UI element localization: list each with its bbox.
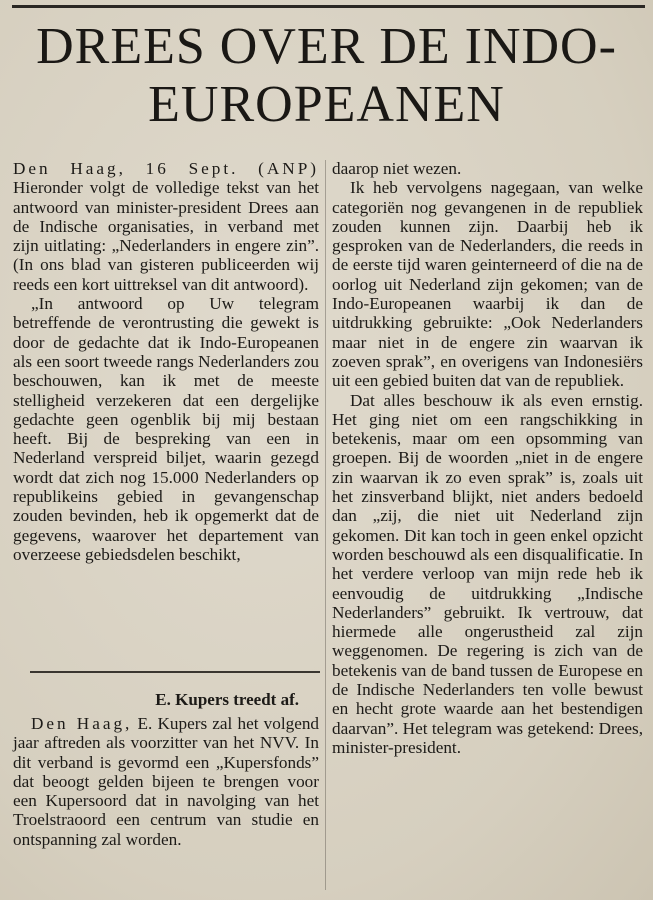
article-dateline: Den Haag, 16 Sept. (ANP) — [13, 159, 319, 178]
article-paragraph-1-text: Hieronder volgt de volledige tekst van het antwoord van minister-president Drees aan de Indische organisaties, in verband met zijn uitlating: „Nederlanders in engere zin”. (In ons blad van gisteren publiceerden wij reeds een kort uittreksel van dit antwoord). — [13, 178, 319, 294]
article-left-column — [13, 159, 319, 564]
top-rule — [12, 5, 645, 8]
second-article-body: E. Kupers zal het volgend jaar aftreden als voorzitter van het NVV. In dit verband is gevormd een „Kupersfonds” dat beoogt gelden bijeen te brengen voor een Kupersoord dat in navolging van het Troelstraoord een centrum van studie en ontspanning zal worden. — [13, 714, 320, 849]
article-right-paragraph-2: Ik heb vervolgens nagegaan, van welke categoriën nog gevangenen in de republiek zouden kunnen zijn. Daarbij heb ik gesproken van de Nederlanders, die reeds in de eerste tijd waren geinterneerd of die na de oorlog uit Nederland zijn gekomen; van de Indo-Europeanen waarbij ik dan de uitdrukking gebruikte: „Ook Nederlanders maar niet in de engere zin waarvan ik zoeven sprak”, en overigens van Indonesiërs uit een gebied buiten dat van de republiek. — [332, 178, 643, 391]
headline-line-2: EUROPEANEN — [148, 76, 505, 133]
second-article-column — [13, 714, 319, 849]
headline — [0, 18, 653, 134]
article-right-paragraph-1: daarop niet wezen. — [332, 159, 462, 178]
article-right-paragraph-3: Dat alles beschouw ik als even ernstig. Het ging niet om een rangschikking in betekenis, maar om een opsomming van groepen. Bij de woorden „niet in de engere zin waarvan ik zo even sprak” is, zoals uit het zinsverband blijkt, niet anders bedoeld dan „zij, die niet uit Nederland zijn gekomen. Dit kan toch in geen enkel opzicht worden beschouwd als een disqualificatie. In het verdere verloop van mijn rede heb ik eenvoudig de uitdrukking „Indische Nederlanders” gebruikt. Ik vertrouw, dat hiermede alle ongerustheid zal zijn weggenomen. De regering is zich van de betekenis van de band tussen de Europese en de Indische Nederlanders ten volle bewust en hecht grote waarde aan het bestendigen daarvan”. Het telegram was getekend: Drees, minister-president. — [332, 390, 643, 757]
article-divider — [30, 671, 320, 673]
article-paragraph-1 — [13, 159, 319, 294]
second-article-paragraph — [13, 714, 319, 849]
second-article-dateline: Den Haag, — [31, 714, 133, 733]
second-article-subhead: E. Kupers treedt af. — [155, 690, 299, 709]
headline-line-1: DREES OVER DE INDO- — [36, 18, 617, 75]
article-paragraph-2: „In antwoord op Uw telegram betreffende de verontrusting die gewekt is door de gedachte dat ik Indo-Europeanen als een soort tweede rangs Nederlanders zou beschouwen, kan ik met de meeste stelligheid verzekeren dat een dergelijke gedachte geen ogenblik bij mij bestaan heeft. Bij de bespreking van een in Nederland verspreid biljet, waarin gezegd wordt dat zich nog 15.000 Nederlanders op republikeins gebied in gevangenschap zouden bevinden, heb ik opgemerkt dat de gegevens, waarover het departement van overzeese gebiedsdelen beschikt, — [13, 294, 319, 564]
column-divider — [325, 160, 326, 890]
article-right-column — [332, 159, 643, 757]
